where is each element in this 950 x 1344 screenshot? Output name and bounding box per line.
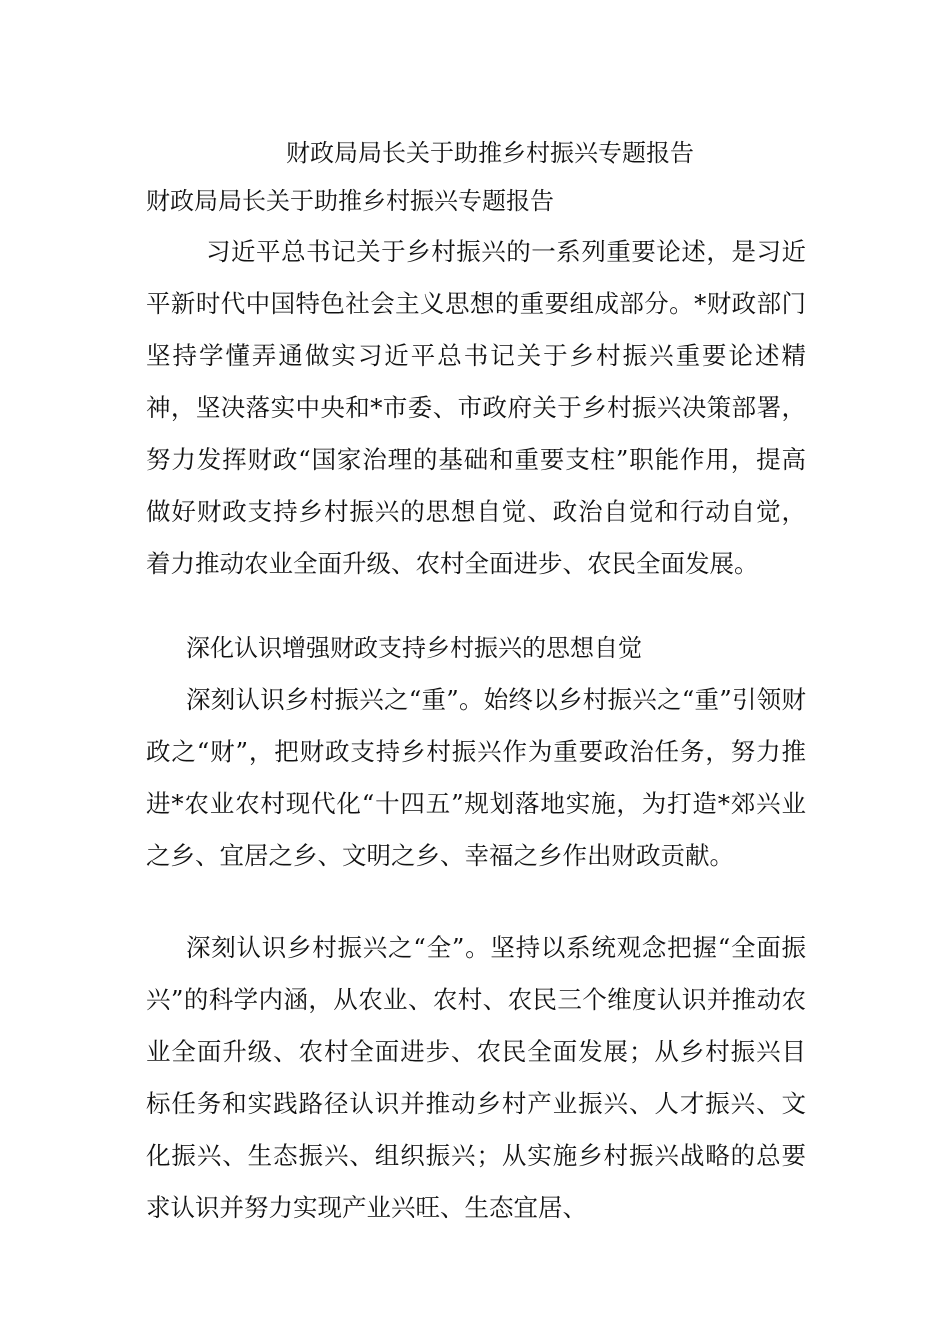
paragraph-comprehensive: 深刻认识乡村振兴之“全”。坚持以系统观念把握“全面振兴”的科学内涵，从农业、农村、农民三个维度认识并推动农业全面升级、农村全面进步、农民全面发展；从乡村振兴目标任务和实践路径认识并推动乡村产业振兴、人才振兴、文化振兴、生态振兴、组织振兴；从实施乡村振兴战略的总要求认识并努力实现产业兴旺、生态宜居、: [146, 933, 806, 1222]
section-heading: 深化认识增强财政支持乡村振兴的思想自觉: [186, 634, 642, 662]
paragraph-importance: 深刻认识乡村振兴之“重”。始终以乡村振兴之“重”引领财政之“财”，把财政支持乡村振兴作为重要政治任务，努力推进*农业农村现代化“十四五”规划落地实施，为打造*郊兴业之乡、宜居之乡、文明之乡、幸福之乡作出财政贡献。: [146, 685, 806, 870]
document-title: 财政局局长关于助推乡村振兴专题报告: [286, 139, 694, 167]
paragraph-intro: 习近平总书记关于乡村振兴的一系列重要论述，是习近平新时代中国特色社会主义思想的重要组成部分。*财政部门坚持学懂弄通做实习近平总书记关于乡村振兴重要论述精神，坚决落实中央和*市委、市政府关于乡村振兴决策部署，努力发挥财政“国家治理的基础和重要支柱”职能作用，提高做好财政支持乡村振兴的思想自觉、政治自觉和行动自觉，着力推动农业全面升级、农村全面进步、农民全面发展。: [146, 237, 806, 578]
document-subtitle: 财政局局长关于助推乡村振兴专题报告: [146, 187, 554, 215]
